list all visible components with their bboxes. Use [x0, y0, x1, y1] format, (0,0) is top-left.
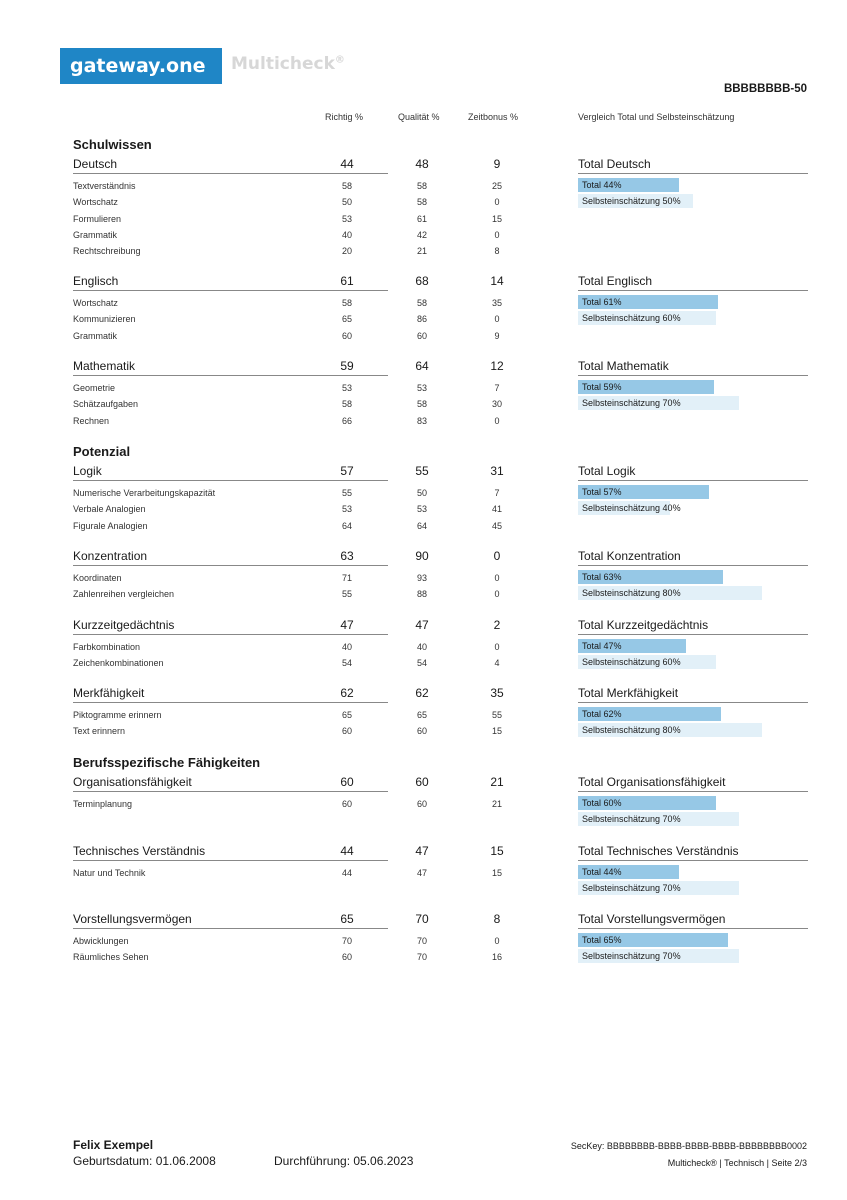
sec-key: SecKey: BBBBBBBB-BBBB-BBBB-BBBB-BBBBBBBB0002	[570, 1141, 807, 1151]
comparison-title: Total Organisationsfähigkeit	[578, 775, 808, 792]
group-row	[73, 157, 501, 174]
total-bar: Total 63%	[578, 570, 723, 584]
group-title: Vorstellungsvermögen	[73, 912, 192, 926]
subtest-row	[73, 501, 502, 517]
group-zeitbonus-value: 15	[490, 844, 504, 858]
group-title: Mathematik	[73, 359, 136, 373]
subtest-row	[73, 949, 502, 965]
subtest-qualitaet-value: 88	[416, 589, 427, 600]
subtest-zeitbonus-value: 0	[494, 573, 500, 583]
self-assessment-bar: Selbsteinschätzung 70%	[578, 881, 739, 895]
subtest-zeitbonus-value: 0	[494, 415, 500, 426]
self-assessment-bar: Selbsteinschätzung 60%	[578, 655, 716, 669]
comparison-title: Total Logik	[578, 464, 808, 481]
subtest-label: Zeichenkombinationen	[73, 658, 164, 669]
subtest-richtig-value: 70	[341, 936, 352, 946]
subtest-label: Formulieren	[73, 213, 122, 224]
subtest-qualitaet-value: 50	[416, 488, 427, 498]
group-qualitaet-value: 70	[415, 912, 429, 926]
subtest-qualitaet-value: 70	[416, 936, 427, 946]
subtest-label: Wortschatz	[73, 197, 118, 208]
subtest-label: Grammatik	[73, 229, 118, 240]
group-zeitbonus-value: 12	[490, 359, 504, 373]
subtest-label: Rechtschreibung	[73, 246, 141, 257]
multicheck-logo	[231, 54, 345, 74]
subtest-label: Abwicklungen	[73, 936, 129, 946]
group-zeitbonus-value: 21	[490, 775, 504, 789]
group-richtig-value: 47	[340, 618, 354, 632]
self-assessment-bar: Selbsteinschätzung 80%	[578, 586, 762, 600]
subtest-zeitbonus-value: 15	[491, 726, 502, 737]
comparison-title: Total Mathematik	[578, 359, 808, 376]
comparison-title: Total Englisch	[578, 274, 808, 291]
subtest-richtig-value: 55	[341, 488, 352, 498]
total-bar: Total 61%	[578, 295, 718, 309]
subtest-zeitbonus-value: 45	[491, 520, 502, 531]
subtest-zeitbonus-value: 0	[494, 589, 500, 600]
subtest-qualitaet-value: 64	[416, 520, 427, 531]
subtest-label: Verbale Analogien	[73, 504, 146, 515]
subtest-qualitaet-value: 40	[416, 642, 427, 652]
group-title: Logik	[73, 464, 102, 478]
comparison-title: Total Technisches Verständnis	[578, 844, 808, 861]
subtest-row	[73, 396, 502, 412]
subtest-row	[73, 796, 502, 812]
group-zeitbonus-value: 8	[493, 912, 501, 926]
total-bar: Total 60%	[578, 796, 716, 810]
subtest-richtig-value: 54	[341, 658, 352, 669]
subtest-row	[73, 413, 500, 429]
subtest-row	[73, 328, 500, 344]
subtest-richtig-value: 65	[341, 710, 352, 720]
self-assessment-bar: Selbsteinschätzung 50%	[578, 194, 693, 208]
subtest-zeitbonus-value: 41	[491, 504, 502, 515]
subtest-zeitbonus-value: 0	[494, 642, 500, 652]
total-bar: Total 59%	[578, 380, 714, 394]
subtest-qualitaet-value: 42	[416, 229, 427, 240]
birth-date: Geburtsdatum: 01.06.2008	[73, 1154, 216, 1168]
subtest-zeitbonus-value: 0	[494, 314, 500, 325]
subtest-richtig-value: 65	[341, 314, 352, 325]
subtest-label: Kommunizieren	[73, 314, 136, 325]
subtest-row	[73, 178, 502, 194]
subtest-qualitaet-value: 54	[416, 658, 427, 669]
subtest-row	[73, 485, 500, 501]
subtest-label: Figurale Analogien	[73, 520, 148, 531]
subtest-zeitbonus-value: 0	[494, 936, 500, 946]
subtest-richtig-value: 58	[341, 399, 352, 410]
group-richtig-value: 59	[340, 359, 354, 373]
subtest-row	[73, 380, 500, 396]
self-assessment-bar: Selbsteinschätzung 70%	[578, 812, 739, 826]
group-row	[73, 464, 504, 481]
subtest-zeitbonus-value: 7	[494, 383, 500, 393]
self-assessment-bar: Selbsteinschätzung 80%	[578, 723, 762, 737]
group-richtig-value: 57	[340, 464, 354, 478]
group-row	[73, 359, 504, 376]
subtest-richtig-value: 58	[341, 298, 352, 308]
group-zeitbonus-value: 2	[493, 618, 501, 632]
group-qualitaet-value: 55	[415, 464, 429, 478]
subtest-label: Zahlenreihen vergleichen	[73, 589, 175, 600]
subtest-qualitaet-value: 58	[416, 197, 427, 208]
subtest-richtig-value: 40	[341, 642, 352, 652]
column-header-qualitaet: Qualität %	[398, 112, 440, 122]
self-assessment-bar: Selbsteinschätzung 40%	[578, 501, 670, 515]
subtest-qualitaet-value: 58	[416, 181, 427, 191]
group-row	[73, 844, 504, 861]
subtest-zeitbonus-value: 9	[494, 330, 500, 341]
column-header-vergleich: Vergleich Total und Selbsteinschätzung	[578, 112, 735, 122]
subtest-row	[73, 518, 502, 534]
group-richtig-value: 65	[340, 912, 354, 926]
comparison-title: Total Merkfähigkeit	[578, 686, 808, 703]
subtest-richtig-value: 44	[341, 868, 352, 878]
subtest-qualitaet-value: 65	[416, 710, 427, 720]
subtest-zeitbonus-value: 16	[491, 952, 502, 963]
group-richtig-value: 44	[340, 157, 354, 171]
subtest-row	[73, 723, 502, 739]
subtest-label: Text erinnern	[73, 726, 126, 737]
subtest-qualitaet-value: 58	[416, 298, 427, 308]
self-assessment-bar: Selbsteinschätzung 70%	[578, 396, 739, 410]
subtest-qualitaet-value: 53	[416, 383, 427, 393]
page-info: Multicheck® | Technisch | Seite 2/3	[667, 1158, 807, 1168]
subtest-qualitaet-value: 47	[416, 868, 427, 878]
subtest-label: Numerische Verarbeitungskapazität	[73, 488, 216, 498]
group-row	[73, 912, 501, 929]
subtest-row	[73, 295, 502, 311]
subtest-row	[73, 311, 500, 327]
subtest-row	[73, 570, 500, 586]
subtest-richtig-value: 53	[341, 504, 352, 515]
column-header-richtig: Richtig %	[325, 112, 364, 122]
group-zeitbonus-value: 31	[490, 464, 504, 478]
subtest-qualitaet-value: 60	[416, 330, 427, 341]
total-bar: Total 62%	[578, 707, 721, 721]
subtest-richtig-value: 60	[341, 952, 352, 963]
subtest-richtig-value: 71	[341, 573, 352, 583]
subtest-richtig-value: 60	[341, 330, 352, 341]
subtest-richtig-value: 60	[341, 726, 352, 737]
group-qualitaet-value: 60	[415, 775, 429, 789]
subtest-row	[73, 194, 500, 210]
subtest-qualitaet-value: 61	[416, 213, 427, 224]
group-qualitaet-value: 90	[415, 549, 429, 563]
group-row	[73, 549, 501, 566]
subtest-zeitbonus-value: 15	[491, 213, 502, 224]
total-bar: Total 47%	[578, 639, 686, 653]
group-richtig-value: 63	[340, 549, 354, 563]
execution-date: Durchführung: 05.06.2023	[274, 1154, 414, 1168]
group-row	[73, 274, 504, 291]
subtest-label: Koordinaten	[73, 573, 122, 583]
logo-sub-text: Multicheck	[231, 54, 335, 74]
subtest-richtig-value: 50	[341, 197, 352, 208]
group-title: Englisch	[73, 274, 119, 288]
group-title: Konzentration	[73, 549, 148, 563]
subtest-row	[73, 865, 502, 881]
subtest-richtig-value: 64	[341, 520, 352, 531]
group-qualitaet-value: 68	[415, 274, 429, 288]
subtest-label: Räumliches Sehen	[73, 952, 149, 963]
group-qualitaet-value: 64	[415, 359, 429, 373]
group-qualitaet-value: 48	[415, 157, 429, 171]
self-assessment-bar: Selbsteinschätzung 70%	[578, 949, 739, 963]
subtest-richtig-value: 53	[341, 383, 352, 393]
subtest-row	[73, 707, 502, 723]
column-header-zeitbonus: Zeitbonus %	[468, 112, 519, 122]
group-row	[73, 775, 504, 792]
subtest-richtig-value: 55	[341, 589, 352, 600]
group-row	[73, 686, 504, 703]
subtest-label: Schätzaufgaben	[73, 399, 139, 410]
comparison-title: Total Deutsch	[578, 157, 808, 174]
group-title: Organisationsfähigkeit	[73, 775, 192, 789]
subtest-qualitaet-value: 53	[416, 504, 427, 515]
candidate-name: Felix Exempel	[73, 1138, 154, 1152]
subtest-zeitbonus-value: 8	[494, 246, 500, 257]
subtest-qualitaet-value: 58	[416, 399, 427, 410]
subtest-row	[73, 639, 500, 655]
subtest-richtig-value: 53	[341, 213, 352, 224]
subtest-label: Textverständnis	[73, 181, 136, 191]
section-title: Berufsspezifische Fähigkeiten	[73, 755, 261, 770]
group-qualitaet-value: 47	[415, 618, 429, 632]
subtest-richtig-value: 66	[341, 415, 352, 426]
group-title: Technisches Verständnis	[73, 844, 206, 858]
subtest-label: Natur und Technik	[73, 868, 146, 878]
group-row	[73, 618, 501, 635]
self-assessment-bar: Selbsteinschätzung 60%	[578, 311, 716, 325]
section-title: Schulwissen	[73, 137, 152, 152]
subtest-qualitaet-value: 70	[416, 952, 427, 963]
subtest-row	[73, 243, 500, 259]
subtest-row	[73, 586, 500, 602]
group-zeitbonus-value: 0	[493, 549, 501, 563]
subtest-qualitaet-value: 60	[416, 726, 427, 737]
group-richtig-value: 61	[340, 274, 354, 288]
subtest-richtig-value: 20	[341, 246, 352, 257]
subtest-zeitbonus-value: 25	[491, 181, 502, 191]
subtest-zeitbonus-value: 0	[494, 229, 500, 240]
group-richtig-value: 62	[340, 686, 354, 700]
comparison-title: Total Kurzzeitgedächtnis	[578, 618, 808, 635]
group-richtig-value: 60	[340, 775, 354, 789]
group-richtig-value: 44	[340, 844, 354, 858]
total-bar: Total 65%	[578, 933, 728, 947]
subtest-row	[73, 211, 502, 227]
subtest-qualitaet-value: 93	[416, 573, 427, 583]
subtest-zeitbonus-value: 7	[494, 488, 500, 498]
subtest-row	[73, 655, 500, 671]
subtest-zeitbonus-value: 35	[491, 298, 502, 308]
subtest-richtig-value: 58	[341, 181, 352, 191]
subtest-zeitbonus-value: 30	[491, 399, 502, 410]
subtest-zeitbonus-value: 21	[491, 799, 502, 809]
subtest-label: Wortschatz	[73, 298, 118, 308]
subtest-label: Rechnen	[73, 415, 110, 426]
subtest-richtig-value: 40	[341, 229, 352, 240]
document-id: BBBBBBBB-50	[723, 83, 807, 95]
total-bar: Total 57%	[578, 485, 709, 499]
group-title: Merkfähigkeit	[73, 686, 145, 700]
group-zeitbonus-value: 14	[490, 274, 504, 288]
subtest-label: Piktogramme erinnern	[73, 710, 162, 720]
subtest-zeitbonus-value: 15	[491, 868, 502, 878]
logo-sub-mark: ®	[334, 54, 345, 66]
subtest-zeitbonus-value: 0	[494, 197, 500, 208]
section-title: Potenzial	[73, 444, 131, 459]
logo-text: gateway.one	[70, 55, 206, 77]
subtest-label: Farbkombination	[73, 642, 141, 652]
subtest-row	[73, 227, 500, 243]
group-qualitaet-value: 62	[415, 686, 429, 700]
group-title: Deutsch	[73, 157, 118, 171]
group-zeitbonus-value: 35	[490, 686, 504, 700]
comparison-title: Total Konzentration	[578, 549, 808, 566]
subtest-label: Geometrie	[73, 383, 116, 393]
subtest-qualitaet-value: 21	[416, 246, 427, 257]
group-zeitbonus-value: 9	[493, 157, 501, 171]
subtest-zeitbonus-value: 4	[494, 658, 500, 669]
subtest-row	[73, 933, 500, 949]
group-qualitaet-value: 47	[415, 844, 429, 858]
subtest-richtig-value: 60	[341, 799, 352, 809]
subtest-qualitaet-value: 83	[416, 415, 427, 426]
subtest-zeitbonus-value: 55	[491, 710, 502, 720]
subtest-qualitaet-value: 60	[416, 799, 427, 809]
comparison-title: Total Vorstellungsvermögen	[578, 912, 808, 929]
group-title: Kurzzeitgedächtnis	[73, 618, 175, 632]
subtest-label: Grammatik	[73, 330, 118, 341]
total-bar: Total 44%	[578, 865, 679, 879]
subtest-qualitaet-value: 86	[416, 314, 427, 325]
total-bar: Total 44%	[578, 178, 679, 192]
subtest-label: Terminplanung	[73, 799, 133, 809]
gateway-one-logo	[60, 48, 222, 84]
